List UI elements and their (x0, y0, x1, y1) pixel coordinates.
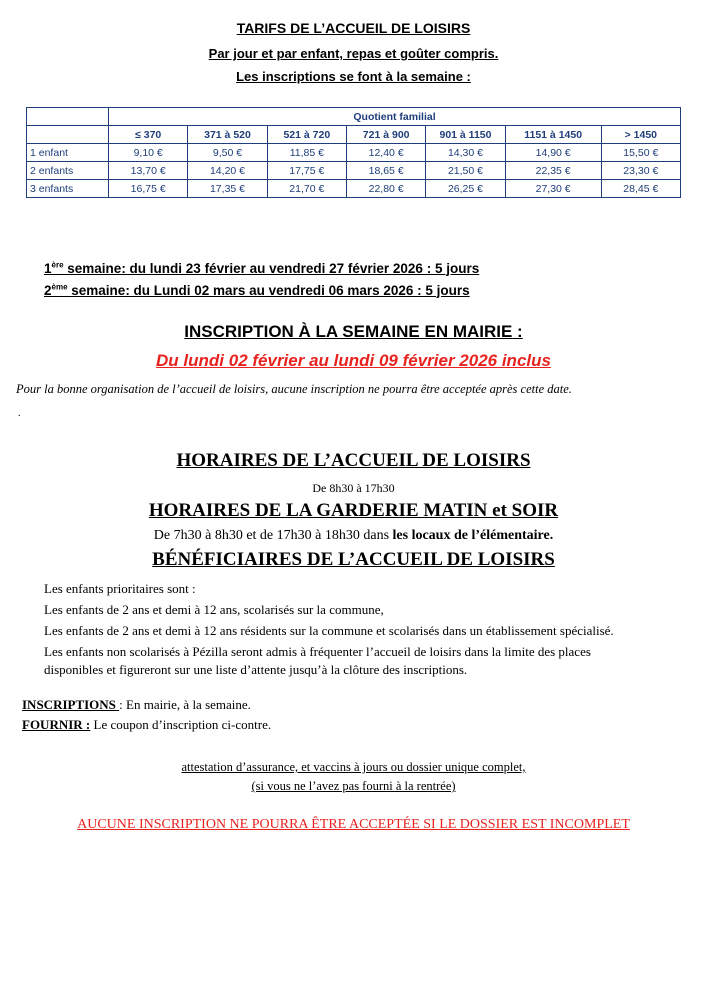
price-cell: 22,35 € (505, 162, 601, 180)
price-cell: 26,25 € (426, 180, 505, 198)
row-label: 3 enfants (27, 180, 109, 198)
price-cell: 18,65 € (346, 162, 425, 180)
week-1-ordinal: ère (51, 260, 64, 269)
price-cell: 28,45 € (601, 180, 680, 198)
inscription-title (0, 322, 707, 342)
week-2-text: semaine: du Lundi 02 mars au vendredi 06 mars 2026 : 5 jours (67, 282, 470, 298)
price-cell: 21,70 € (267, 180, 346, 198)
column-header: 371 à 520 (188, 126, 267, 144)
quotient-header: Quotient familial (109, 108, 681, 126)
price-cell: 13,70 € (109, 162, 188, 180)
hours-loisirs-time: De 8h30 à 17h30 (312, 481, 395, 495)
table-corner-cell (27, 108, 109, 126)
inscription-note: Pour la bonne organisation de l’accueil de loisirs, aucune inscription ne pourra être acceptée après cette date. (16, 382, 572, 396)
price-cell: 21,50 € (426, 162, 505, 180)
beneficiaires-line: Les enfants de 2 ans et demi à 12 ans, scolarisés sur la commune, (44, 602, 384, 617)
hours-loisirs-title: HORAIRES DE L’ACCUEIL DE LOISIRS (176, 450, 531, 471)
week-1-number: 1 (44, 260, 52, 276)
table-row (27, 180, 681, 198)
inscription-title-colon: : (512, 322, 523, 341)
column-header: 721 à 900 (346, 126, 425, 144)
week-2-ordinal: ème (51, 282, 68, 291)
beneficiaires-title: BÉNÉFICIAIRES DE L’ACCUEIL DE LOISIRS (152, 549, 555, 570)
table-row (27, 162, 681, 180)
beneficiaires-line: Les enfants de 2 ans et demi à 12 ans résidents sur la commune et scolarisés dans un établissement spécialisé. (44, 623, 614, 638)
price-cell: 14,90 € (505, 144, 601, 162)
table-row (27, 144, 681, 162)
inscriptions-label: INSCRIPTIONS (22, 697, 120, 712)
table-header-row (27, 126, 681, 144)
price-cell: 9,50 € (188, 144, 267, 162)
garderie-time-text: De 7h30 à 8h30 et de 17h30 à 18h30 dans (153, 528, 393, 543)
hours-garderie-time (0, 528, 707, 544)
price-cell: 17,35 € (188, 180, 267, 198)
tarif-table (26, 107, 681, 198)
garderie-place: les locaux de l’élémentaire. (392, 528, 554, 543)
row-label: 1 enfant (27, 144, 109, 162)
beneficiaires-line: Les enfants non scolarisés à Pézilla seront admis à fréquenter l’accueil de loisirs dans la limite des places (44, 644, 591, 659)
price-cell: 22,80 € (346, 180, 425, 198)
price-cell: 15,50 € (601, 144, 680, 162)
price-cell: 27,30 € (505, 180, 601, 198)
inscription-title-text: INSCRIPTION À LA SEMAINE EN MAIRIE (184, 322, 513, 341)
week-1-line (44, 260, 479, 276)
attestation-line: attestation d’assurance, et vaccins à jours ou dossier unique complet, (181, 760, 526, 774)
price-cell: 9,10 € (109, 144, 188, 162)
week-2-line (44, 282, 470, 298)
price-cell: 14,20 € (188, 162, 267, 180)
fournir-text: Le coupon d’inscription ci-contre. (90, 717, 272, 732)
inscription-dates: Du lundi 02 février au lundi 09 février 2026 inclus (156, 351, 551, 370)
price-cell: 11,85 € (267, 144, 346, 162)
fournir-line (22, 717, 271, 733)
column-header: > 1450 (601, 126, 680, 144)
column-header: ≤ 370 (109, 126, 188, 144)
table-corner-cell (27, 126, 109, 144)
inscriptions-line (22, 697, 251, 713)
beneficiaires-line: Les enfants prioritaires sont : (44, 581, 196, 596)
subtitle-weekly: Les inscriptions se font à la semaine : (236, 69, 471, 84)
incomplete-warning: AUCUNE INSCRIPTION NE POURRA ÊTRE ACCEPTÉE SI LE DOSSIER EST INCOMPLET (77, 817, 630, 832)
hours-garderie-title: HORAIRES DE LA GARDERIE MATIN et SOIR (148, 500, 559, 521)
fournir-label: FOURNIR : (22, 717, 91, 732)
column-header: 901 à 1150 (426, 126, 505, 144)
price-cell: 23,30 € (601, 162, 680, 180)
subtitle-pricing: Par jour et par enfant, repas et goûter compris. (208, 46, 499, 61)
table-group-row (27, 108, 681, 126)
price-cell: 12,40 € (346, 144, 425, 162)
beneficiaires-line: disponibles et figureront sur une liste d’attente jusqu’à la clôture des inscriptions. (44, 662, 468, 677)
inscriptions-text: : En mairie, à la semaine. (119, 697, 251, 712)
stray-dot: . (18, 408, 21, 419)
price-cell: 17,75 € (267, 162, 346, 180)
week-2-number: 2 (44, 282, 52, 298)
row-label: 2 enfants (27, 162, 109, 180)
column-header: 1151 à 1450 (505, 126, 601, 144)
price-cell: 14,30 € (426, 144, 505, 162)
attestation-note: (si vous ne l’avez pas fourni à la rentrée) (251, 779, 456, 793)
column-header: 521 à 720 (267, 126, 346, 144)
week-1-text: semaine: du lundi 23 février au vendredi 27 février 2026 : 5 jours (63, 260, 480, 276)
price-cell: 16,75 € (109, 180, 188, 198)
page-title: TARIFS DE L’ACCUEIL DE LOISIRS (236, 20, 471, 36)
